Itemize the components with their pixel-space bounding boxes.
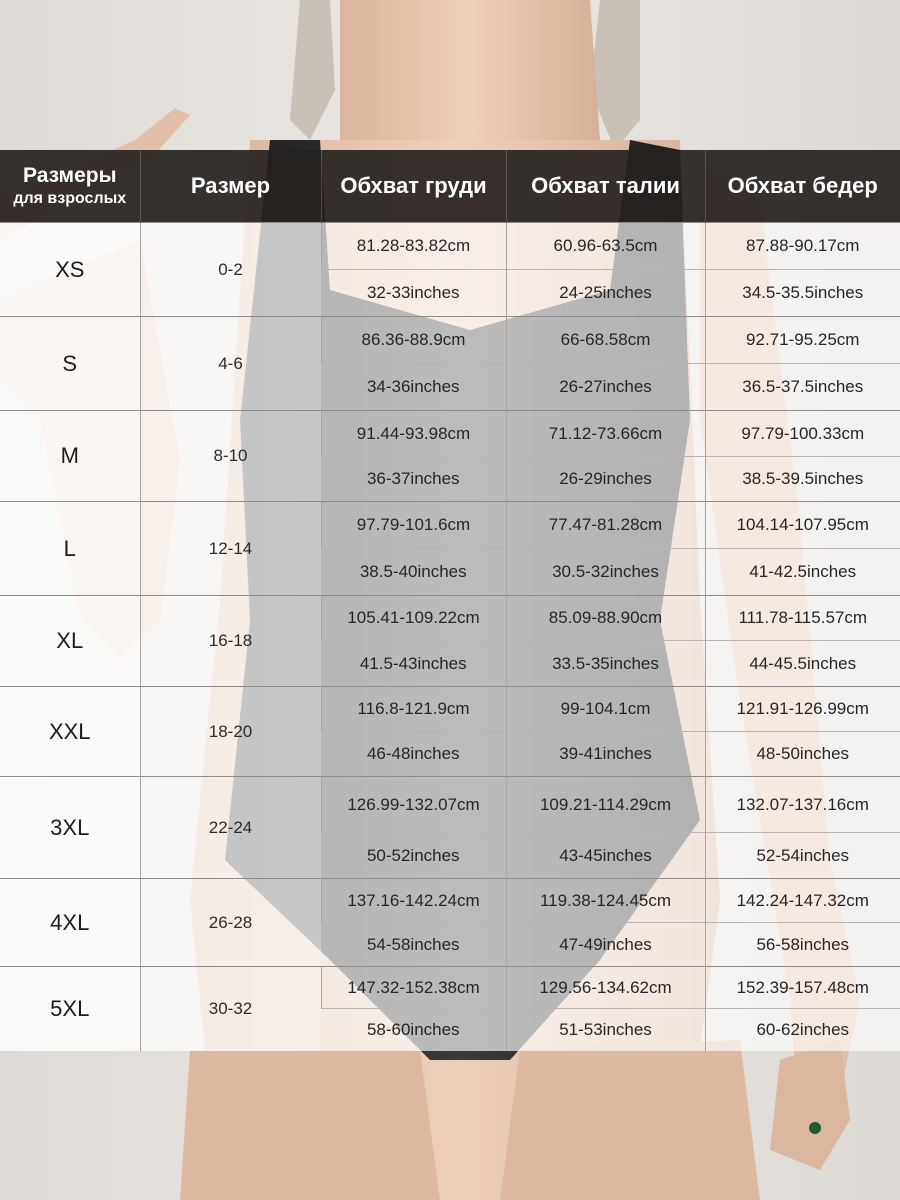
- size-label: XS: [0, 223, 140, 317]
- size-chart-body: [0, 223, 900, 1051]
- size-number: 22-24: [140, 777, 321, 879]
- hips-inches-cell: 48-50inches: [705, 732, 900, 777]
- hips-cm-cell: 142.24-147.32cm: [705, 879, 900, 923]
- waist-inches-cell: 51-53inches: [506, 1009, 705, 1051]
- chest-inches-cell: 50-52inches: [321, 833, 506, 879]
- hips-cm-cell: 121.91-126.99cm: [705, 687, 900, 732]
- size-label: 3XL: [0, 777, 140, 879]
- chest-column-header: Обхват груди: [321, 150, 506, 223]
- waist-column-header: Обхват талии: [506, 150, 705, 223]
- hips-cm-cell: 97.79-100.33cm: [705, 411, 900, 457]
- chest-inches-cell: 38.5-40inches: [321, 549, 506, 596]
- chest-inches-cell: 58-60inches: [321, 1009, 506, 1051]
- table-row: [0, 879, 900, 923]
- table-row: [0, 777, 900, 833]
- waist-inches-cell: 47-49inches: [506, 923, 705, 967]
- size-label: XL: [0, 596, 140, 687]
- size-column-header: Размер: [140, 150, 321, 223]
- table-row: [0, 967, 900, 1009]
- waist-cm-cell: 85.09-88.90cm: [506, 596, 705, 641]
- chest-inches-cell: 36-37inches: [321, 457, 506, 502]
- table-row: [0, 687, 900, 732]
- size-label: L: [0, 502, 140, 596]
- table-row: [0, 411, 900, 457]
- chest-inches-cell: 46-48inches: [321, 732, 506, 777]
- waist-cm-cell: 60.96-63.5cm: [506, 223, 705, 270]
- chest-inches-cell: 54-58inches: [321, 923, 506, 967]
- hips-inches-cell: 38.5-39.5inches: [705, 457, 900, 502]
- chest-cm-cell: 105.41-109.22cm: [321, 596, 506, 641]
- waist-inches-cell: 43-45inches: [506, 833, 705, 879]
- size-label: 5XL: [0, 967, 140, 1051]
- hips-inches-cell: 41-42.5inches: [705, 549, 900, 596]
- size-number: 30-32: [140, 967, 321, 1051]
- size-label: S: [0, 317, 140, 411]
- waist-inches-cell: 30.5-32inches: [506, 549, 705, 596]
- chest-inches-cell: 41.5-43inches: [321, 641, 506, 687]
- chest-inches-cell: 32-33inches: [321, 270, 506, 317]
- size-chart-table: [0, 150, 900, 1051]
- chest-cm-cell: 116.8-121.9cm: [321, 687, 506, 732]
- waist-cm-cell: 109.21-114.29cm: [506, 777, 705, 833]
- waist-inches-cell: 33.5-35inches: [506, 641, 705, 687]
- waist-inches-cell: 39-41inches: [506, 732, 705, 777]
- size-number: 18-20: [140, 687, 321, 777]
- adult-sizes-header: [0, 150, 140, 223]
- hips-inches-cell: 36.5-37.5inches: [705, 364, 900, 411]
- waist-inches-cell: 24-25inches: [506, 270, 705, 317]
- size-number: 0-2: [140, 223, 321, 317]
- waist-cm-cell: 71.12-73.66cm: [506, 411, 705, 457]
- chest-cm-cell: 137.16-142.24cm: [321, 879, 506, 923]
- table-row: [0, 502, 900, 549]
- chest-cm-cell: 126.99-132.07cm: [321, 777, 506, 833]
- waist-cm-cell: 66-68.58cm: [506, 317, 705, 364]
- hips-inches-cell: 60-62inches: [705, 1009, 900, 1051]
- chest-cm-cell: 97.79-101.6cm: [321, 502, 506, 549]
- size-chart-header: [0, 150, 900, 223]
- table-row: [0, 223, 900, 270]
- hips-inches-cell: 52-54inches: [705, 833, 900, 879]
- waist-inches-cell: 26-27inches: [506, 364, 705, 411]
- waist-cm-cell: 99-104.1cm: [506, 687, 705, 732]
- size-label: 4XL: [0, 879, 140, 967]
- chest-cm-cell: 91.44-93.98cm: [321, 411, 506, 457]
- hips-inches-cell: 56-58inches: [705, 923, 900, 967]
- adult-sizes-title: Размеры: [22, 163, 117, 187]
- hips-cm-cell: 104.14-107.95cm: [705, 502, 900, 549]
- chest-cm-cell: 147.32-152.38cm: [321, 967, 506, 1009]
- hips-cm-cell: 132.07-137.16cm: [705, 777, 900, 833]
- table-row: [0, 317, 900, 364]
- header-row: [0, 150, 900, 223]
- chest-cm-cell: 86.36-88.9cm: [321, 317, 506, 364]
- adult-sizes-subtitle: для взрослых: [13, 189, 127, 207]
- hips-cm-cell: 92.71-95.25cm: [705, 317, 900, 364]
- chest-inches-cell: 34-36inches: [321, 364, 506, 411]
- size-label: M: [0, 411, 140, 502]
- size-number: 16-18: [140, 596, 321, 687]
- chest-cm-cell: 81.28-83.82cm: [321, 223, 506, 270]
- size-number: 4-6: [140, 317, 321, 411]
- waist-cm-cell: 119.38-124.45cm: [506, 879, 705, 923]
- size-number: 12-14: [140, 502, 321, 596]
- waist-cm-cell: 77.47-81.28cm: [506, 502, 705, 549]
- hips-cm-cell: 111.78-115.57cm: [705, 596, 900, 641]
- hips-cm-cell: 87.88-90.17cm: [705, 223, 900, 270]
- hips-column-header: Обхват бедер: [705, 150, 900, 223]
- waist-inches-cell: 26-29inches: [506, 457, 705, 502]
- waist-cm-cell: 129.56-134.62cm: [506, 967, 705, 1009]
- size-label: XXL: [0, 687, 140, 777]
- hips-inches-cell: 34.5-35.5inches: [705, 270, 900, 317]
- size-number: 26-28: [140, 879, 321, 967]
- table-row: [0, 596, 900, 641]
- hips-inches-cell: 44-45.5inches: [705, 641, 900, 687]
- hips-cm-cell: 152.39-157.48cm: [705, 967, 900, 1009]
- size-number: 8-10: [140, 411, 321, 502]
